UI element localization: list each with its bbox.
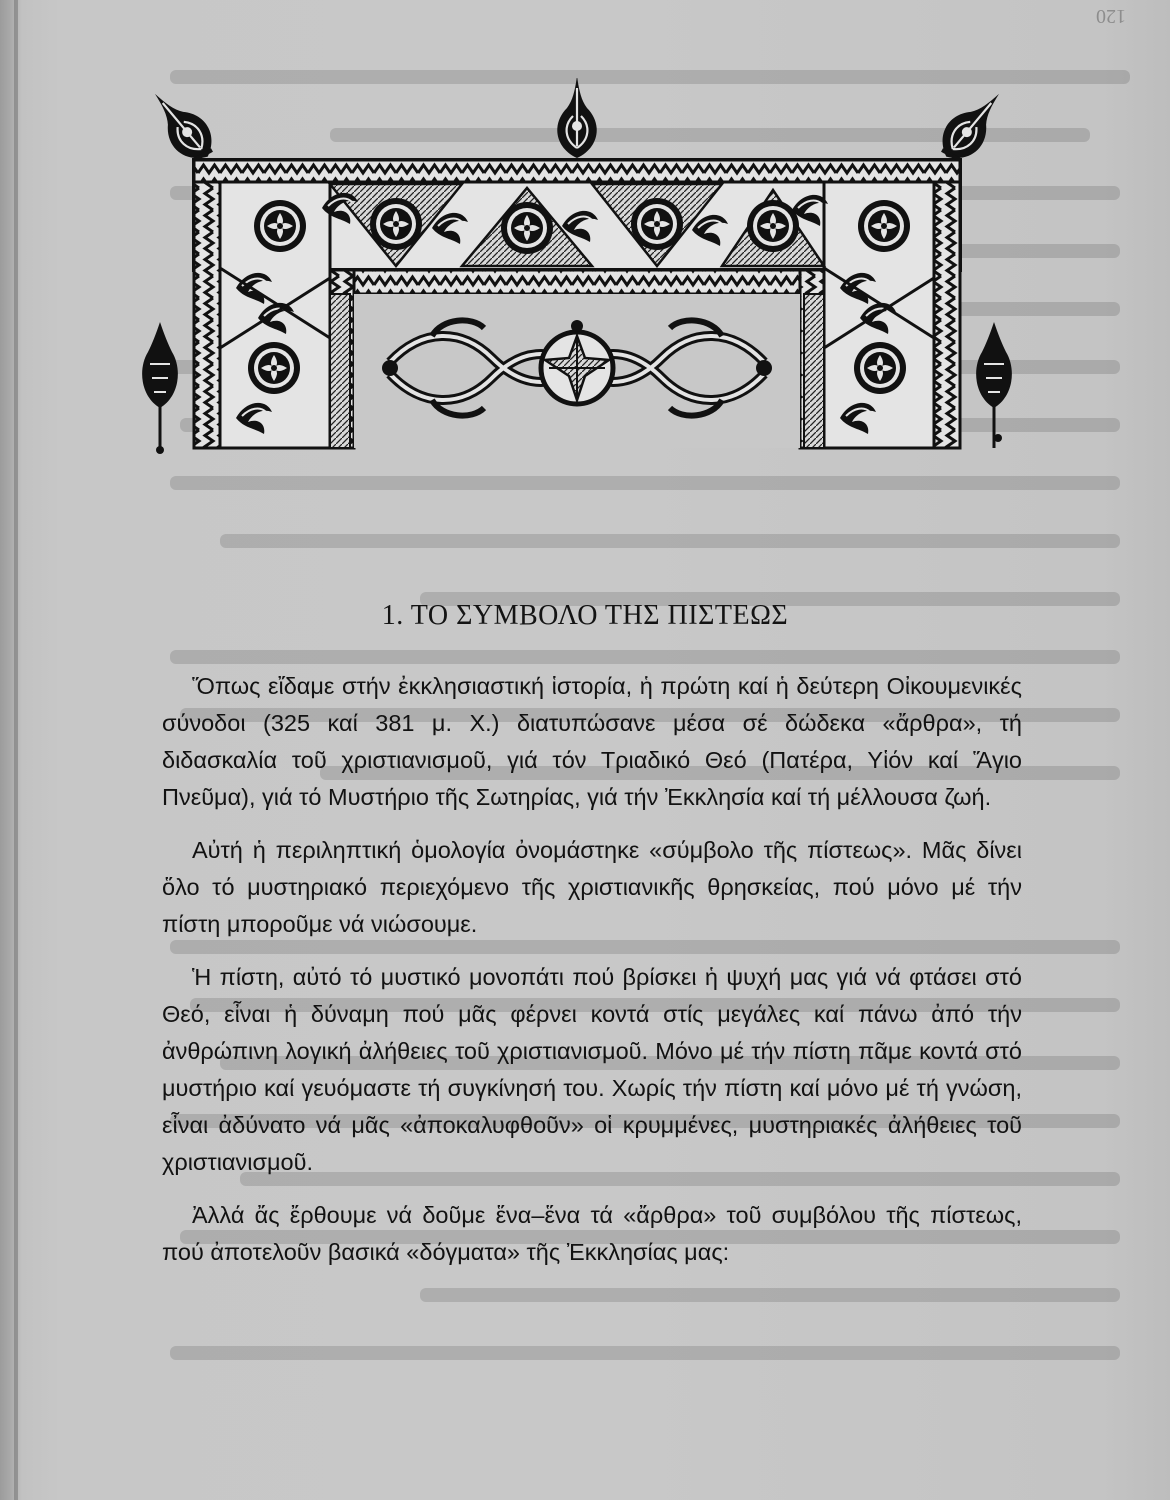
- paragraph-faith-path: Ἡ πίστη, αὐτό τό μυστικό μονοπάτι πού βρίσκει ἡ ψυχή μας γιά νά φτάσει στό Θεό, εἶναι ἡ δύναμη πού μᾶς φέρνει κοντά στίς μεγάλες καί πάνω ἀπό τήν ἀνθρώπινη λογική ἀλήθειες τοῦ χριστιανισμοῦ. Μόνο μέ τήν πίστη πᾶμε κοντά στό μυστήριο καί γευόμαστε τή συγκίνησή του. Χωρίς τήν πίστη καί μόνο μέ τή γνώση, εἶναι ἀδύνατο νά μᾶς «ἀποκαλυφθοῦν» οἱ κρυμμένες, μυστηριακές ἀλήθειες τοῦ χριστιανισμοῦ.: [162, 964, 1022, 1175]
- paragraph-articles-intro: Ἀλλά ἄς ἔρθουμε νά δοῦμε ἕνα–ἕνα τά «ἄρθρα» τοῦ συμβόλου τῆς πίστεως, πού ἀποτελοῦν βασικά «δόγματα» τῆς Ἐκκλησίας μας:: [162, 1202, 1022, 1265]
- paragraph-symbol-of-faith: Αὐτή ἡ περιληπτική ὁμολογία ὀνομάστηκε «σύμβολο τῆς πίστεως». Μᾶς δίνει ὅλο τό μυστηριακό περιεχόμενο τῆς χριστιανικῆς θρησκείας, πού μόνο μέ τήν πίστη μποροῦμε νά νιώσουμε.: [162, 837, 1022, 937]
- chapter-title: 1. ΤΟ ΣΥΜΒΟΛΟ ΤΗΣ ΠΙΣΤΕΩΣ: [381, 600, 789, 631]
- paragraph-councils: Ὅπως εἴδαμε στήν ἐκκλησιαστική ἱστορία, ἡ πρώτη καί ἡ δεύτερη Οἰκουμενικές σύνοδοι (325 καί 381 μ. Χ.) διατυπώσανε μέσα σέ δώδεκα «ἄρθρα», τή διδασκαλία τοῦ χριστιανισμοῦ, γιά τόν Τριαδικό Θεό (Πατέρα, Υἱόν καί Ἅγιο Πνεῦμα), γιά τό Μυστήριο τῆς Σωτηρίας, γιά τήν Ἐκκλησία καί τή μέλλουσα ζωή.: [162, 673, 1022, 810]
- page-number: 120: [1096, 5, 1126, 27]
- book-spine-shadow: [14, 0, 18, 1500]
- byzantine-headpiece-ornament-icon: [132, 78, 1022, 468]
- body-text: [162, 668, 1022, 1287]
